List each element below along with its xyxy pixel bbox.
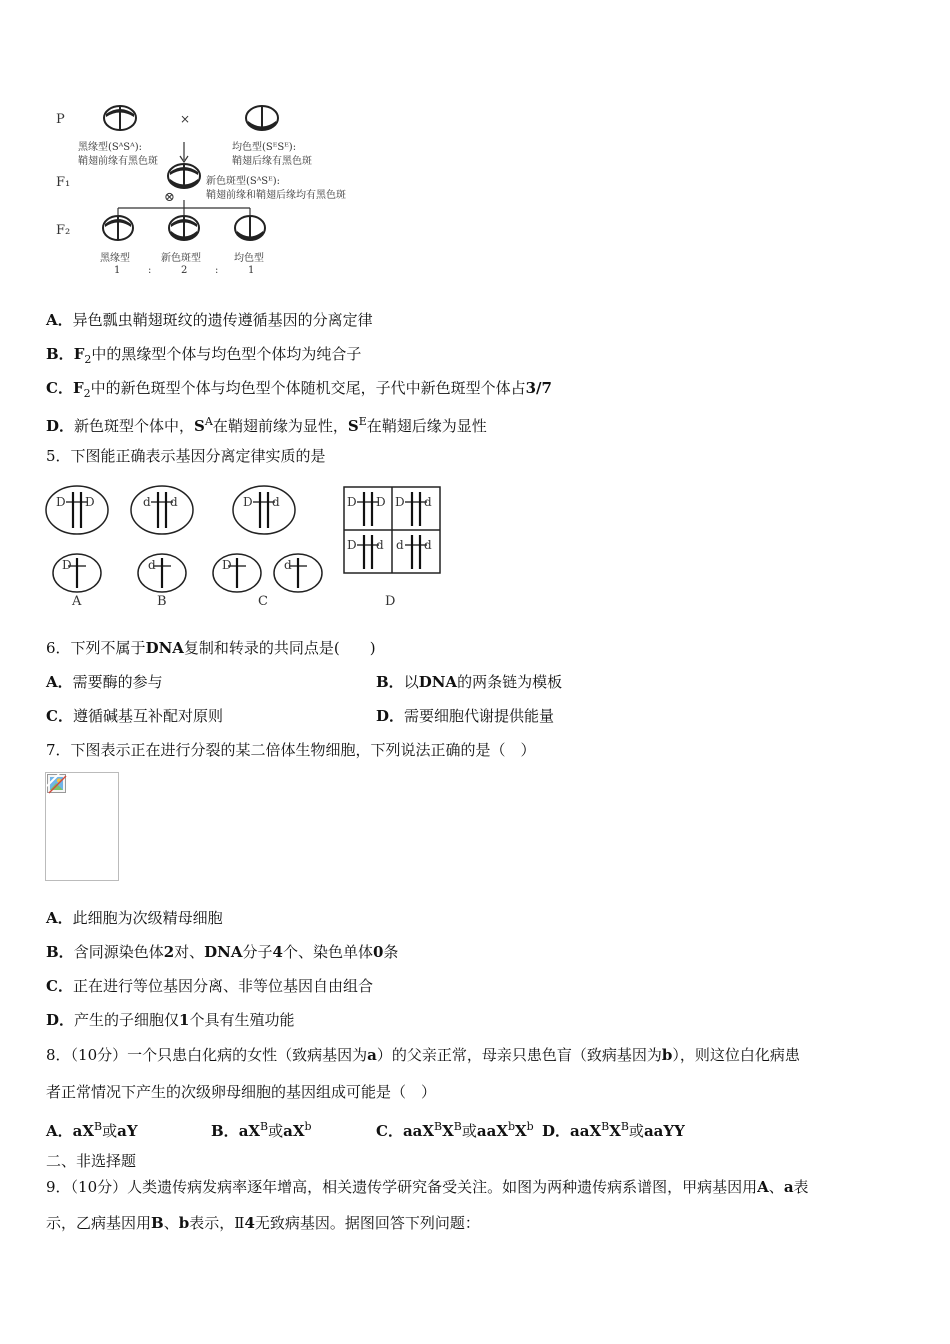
cross-symbol: ×: [180, 112, 191, 126]
q8-stem-line-1: 8．（10分）一个只患白化病的女性（致病基因为a）的父亲正常，母亲只患色盲（致病基因为b），则这位白化病患: [46, 1046, 800, 1064]
allele: D: [243, 495, 253, 509]
q4-option-d[interactable]: D．新色斑型个体中，$S^A$在鞘翅前缘为显性，$S^E$在鞘翅后缘为显性: [46, 415, 487, 435]
allele: d: [424, 538, 432, 552]
cell-c-parent: [233, 486, 295, 534]
q5-panel-label-b: B: [157, 594, 167, 609]
parent-left-desc-1: 黑缘型(SᴬSᴬ):: [78, 142, 142, 153]
allele: D: [347, 538, 357, 552]
ratio-2: 2: [181, 265, 188, 276]
beetle-parent-right: [246, 106, 278, 130]
q4-option-b[interactable]: B．$F_2$中的黑缘型个体与均色型个体均为纯合子: [46, 345, 362, 366]
ratio-3: 1: [248, 265, 255, 276]
ratio-1: 1: [114, 265, 121, 276]
q4-option-c[interactable]: C．$F_2$中的新色斑型个体与均色型个体随机交尾，子代中新色斑型个体占3/7: [46, 379, 552, 400]
q8-option-d[interactable]: D．$aaX^BX^B$或aaYY: [542, 1120, 685, 1140]
f2-label-new-spot: 新色斑型: [161, 253, 201, 264]
allele: d: [396, 538, 404, 552]
ratio-sep-2: :: [215, 265, 219, 276]
allele: D: [347, 495, 357, 509]
q7-stem: 7．下图表示正在进行分裂的某二倍体生物细胞，下列说法正确的是（ ）: [46, 741, 536, 759]
allele: D: [85, 495, 95, 509]
allele: d: [272, 495, 280, 509]
beetle-f2-new-spot: [169, 216, 199, 240]
beetle-f1: [168, 164, 200, 188]
broken-image-icon: [47, 774, 67, 794]
q7-option-b[interactable]: B．含同源染色体2对、DNA分子4个、染色单体0条: [46, 943, 399, 961]
parent-right-desc-1: 均色型(SᴱSᴱ):: [232, 142, 297, 153]
beetle-f2-black-edge: [103, 216, 133, 240]
q8-stem-line-2: 者正常情况下产生的次级卵母细胞的基因组成可能是（ ）: [46, 1083, 437, 1101]
q7-option-d[interactable]: D．产生的子细胞仅1个具有生殖功能: [46, 1011, 295, 1029]
q8-option-b[interactable]: B．$aX^B$或$aX^b$: [211, 1120, 312, 1140]
allele: d: [376, 538, 384, 552]
selfing-symbol: ⊗: [164, 190, 175, 205]
beetle-parent-left: [104, 106, 136, 130]
f2-label-black-edge: 黑缘型: [100, 253, 130, 264]
generation-f2-label: F₂: [56, 223, 71, 238]
q9-stem-line-2: 示，乙病基因用B、b表示，Ⅱ4无致病基因。据图回答下列问题：: [46, 1214, 480, 1232]
q6-stem: 6．下列不属于DNA复制和转录的共同点是( ): [46, 639, 376, 657]
allele: d: [143, 495, 151, 509]
allele: D: [376, 495, 386, 509]
q6-option-b[interactable]: B．以DNA的两条链为模板: [376, 673, 563, 691]
generation-p-label: P: [56, 112, 65, 127]
q6-option-c[interactable]: C．遵循碱基互补配对原则: [46, 707, 223, 725]
q7-option-c[interactable]: C．正在进行等位基因分离、非等位基因自由组合: [46, 977, 373, 995]
generation-f1-label: F₁: [56, 175, 71, 190]
q4-option-a[interactable]: A．异色瓢虫鞘翅斑纹的遗传遵循基因的分离定律: [46, 311, 373, 329]
allele: d: [424, 495, 432, 509]
cell-a-parent: [46, 486, 108, 534]
allele: d: [148, 558, 156, 572]
beetle-f2-uniform: [235, 216, 265, 240]
f2-label-uniform: 均色型: [234, 253, 264, 264]
q6-option-a[interactable]: A．需要酶的参与: [46, 673, 163, 691]
parent-right-desc-2: 鞘翅后缘有黑色斑: [232, 156, 312, 167]
allele: D: [62, 558, 72, 572]
q7-option-a[interactable]: A．此细胞为次级精母细胞: [46, 909, 223, 927]
q8-option-c[interactable]: C．$aaX^BX^B$或$aaX^bX^b$: [376, 1120, 534, 1140]
allele: D: [56, 495, 66, 509]
section-2-title: 二、非选择题: [46, 1152, 137, 1170]
q7-broken-image: [45, 772, 119, 881]
allele: d: [284, 558, 292, 572]
allele: D: [222, 558, 232, 572]
q6-option-d[interactable]: D．需要细胞代谢提供能量: [376, 707, 555, 725]
q5-panel-label-c: C: [258, 594, 268, 609]
ratio-sep-1: :: [148, 265, 152, 276]
f1-desc-2: 鞘翅前缘和鞘翅后缘均有黑色斑: [206, 190, 346, 201]
q4-cross-figure: [50, 100, 380, 285]
q5-figure: [44, 482, 444, 612]
allele: D: [395, 495, 405, 509]
q5-panel-label-a: A: [72, 594, 82, 609]
q5-stem: 5．下图能正确表示基因分离定律实质的是: [46, 447, 326, 465]
allele: d: [170, 495, 178, 509]
q5-panel-label-d: D: [385, 594, 396, 609]
f1-desc-1: 新色斑型(SᴬSᴱ):: [206, 176, 281, 187]
cell-b-parent: [131, 486, 193, 534]
parent-left-desc-2: 鞘翅前缘有黑色斑: [78, 156, 158, 167]
q8-option-a[interactable]: A．$aX^B$或aY: [46, 1120, 138, 1140]
q9-stem-line-1: 9．（10分）人类遗传病发病率逐年增高，相关遗传学研究备受关注。如图为两种遗传病系谱图，甲病基因用A、a表: [46, 1178, 809, 1196]
